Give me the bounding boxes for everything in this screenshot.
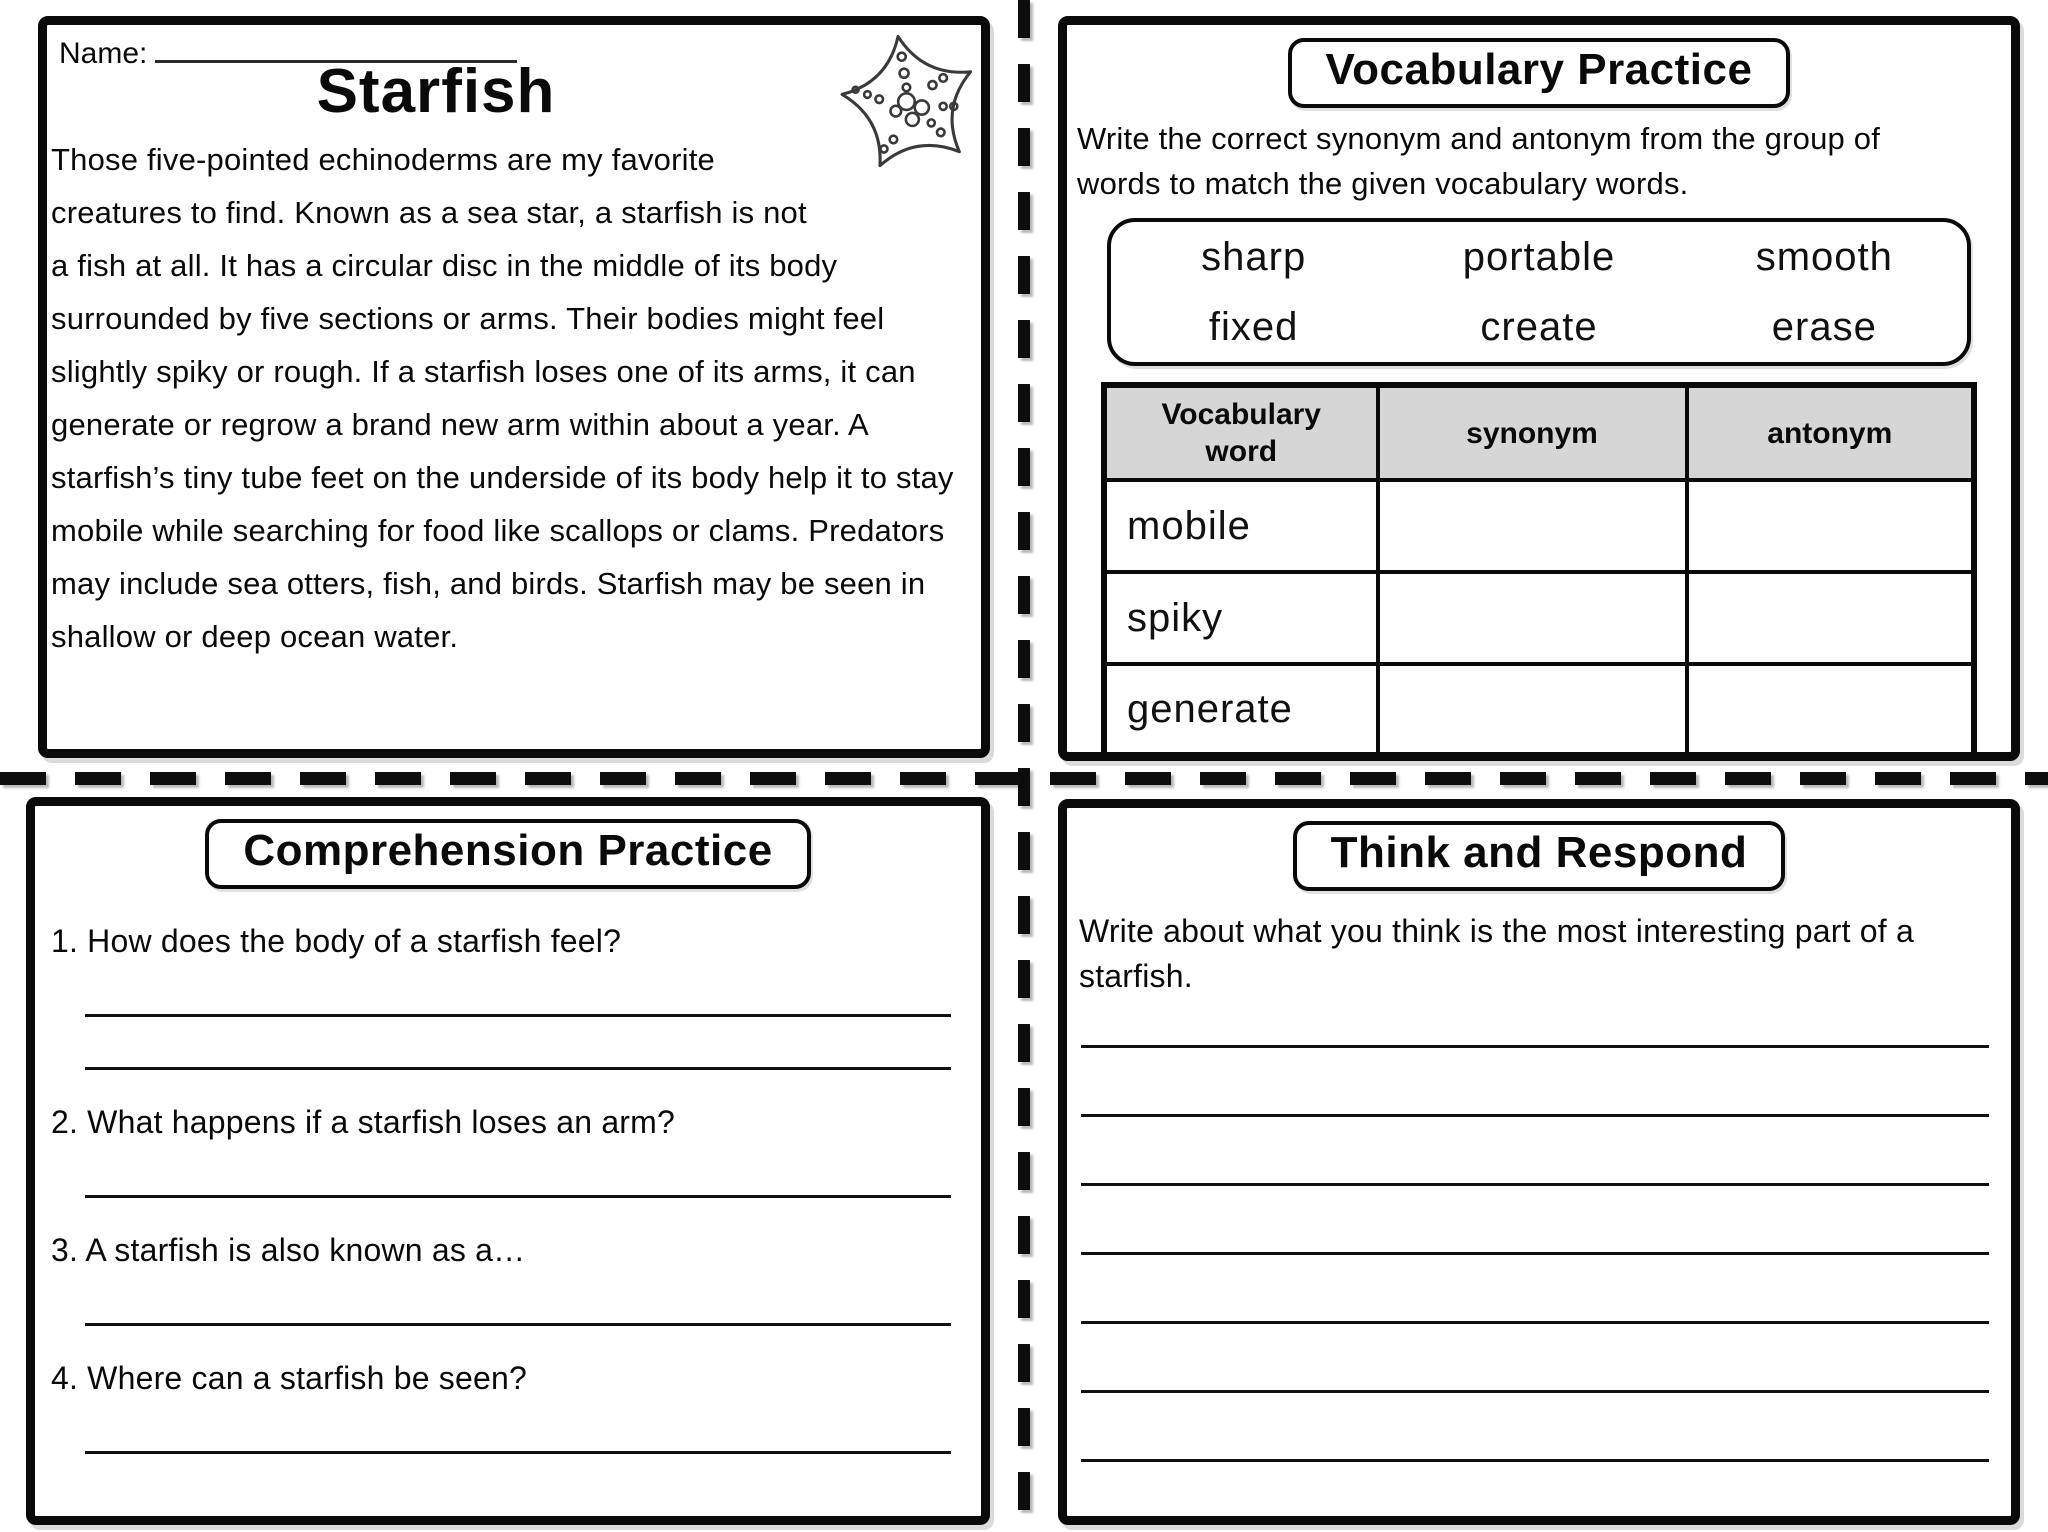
comprehension-question [35,1232,981,1326]
passage-title: Starfish [316,57,556,126]
think-respond-title-box [1293,821,1786,891]
vocabulary-word-cell: mobile [1104,480,1378,572]
vocabulary-title: Vocabulary Practice [1325,45,1753,94]
vocabulary-title-box [1288,38,1791,108]
passage-text: Those five-pointed echinoderms are my favorite creatures to find. Known as a sea star, a starfish is not a fish at all. It has a circular disc in the middle of its body surrounded by five sections or arms. Their bodies might feel slightly spiky or rough. If a starfish loses one of its arms, it can generate or regrow a brand new arm within about a year. A starfish’s tiny tube feet on the underside of its body help it to stay mobile while searching for food like scallops or clams. Predators may include sea otters, fish, and birds. Starfish may be seen in shallow or deep ocean water. [51,142,954,654]
word-bank-word: sharp [1201,234,1307,279]
vocabulary-word-cell: spiky [1104,572,1378,664]
comprehension-title: Comprehension Practice [243,826,773,875]
vocab-table-header-row [1104,385,1974,480]
vocab-table-row [1104,480,1974,572]
reading-passage-section [38,16,990,758]
think-respond-title: Think and Respond [1330,828,1748,877]
vocabulary-word-cell: generate [1104,664,1378,756]
word-bank-word: portable [1462,234,1616,279]
question-text: 3. A starfish is also known as a… [51,1232,526,1268]
vertical-cut-line [1018,0,1030,1532]
answer-write-line[interactable] [85,1014,951,1017]
writing-line[interactable] [1081,1183,1989,1186]
horizontal-cut-line [0,772,2048,785]
writing-line[interactable] [1081,1459,1989,1462]
comprehension-title-box [205,819,810,889]
question-list [35,923,981,1454]
synonym-answer-cell[interactable] [1378,480,1687,572]
word-bank [1107,218,1971,366]
answer-write-line[interactable] [85,1067,951,1070]
word-bank-word: fixed [1208,304,1299,349]
vocab-column-header: antonym [1687,385,1974,480]
word-bank-word: create [1480,304,1598,349]
vocab-table-row [1104,572,1974,664]
vocabulary-instructions: Write the correct synonym and antonym from the group of words to match the given vocabulary words. [1077,121,1881,201]
vocab-column-header: Vocabulary word [1104,385,1378,480]
vocab-column-header: synonym [1378,385,1687,480]
synonym-answer-cell[interactable] [1378,664,1687,756]
writing-line[interactable] [1081,1114,1989,1117]
answer-write-line[interactable] [85,1451,951,1454]
starfish-icon [839,25,981,183]
synonym-answer-cell[interactable] [1378,572,1687,664]
antonym-answer-cell[interactable] [1687,572,1974,664]
answer-write-line[interactable] [85,1323,951,1326]
question-text: 4. Where can a starfish be seen? [51,1360,527,1396]
think-respond-prompt: Write about what you think is the most interesting part of a starfish. [1079,913,1914,994]
antonym-answer-cell[interactable] [1687,664,1974,756]
answer-write-line[interactable] [85,1195,951,1198]
writing-lines [1067,1045,2011,1462]
comprehension-question [35,1104,981,1198]
comprehension-section [26,797,990,1525]
writing-line[interactable] [1081,1252,1989,1255]
question-text: 1. How does the body of a starfish feel? [51,923,622,959]
vocab-table-row [1104,664,1974,756]
think-respond-section [1058,799,2020,1525]
vocabulary-section [1058,16,2020,761]
writing-line[interactable] [1081,1390,1989,1393]
antonym-answer-cell[interactable] [1687,480,1974,572]
name-label: Name: [59,37,148,70]
question-text: 2. What happens if a starfish loses an arm? [51,1104,676,1140]
vocabulary-table [1101,382,1977,759]
writing-line[interactable] [1081,1321,1989,1324]
word-bank-word: smooth [1755,234,1893,279]
comprehension-question [35,923,981,1070]
word-bank-word: erase [1771,304,1877,349]
comprehension-question [35,1360,981,1454]
writing-line[interactable] [1081,1045,1989,1048]
